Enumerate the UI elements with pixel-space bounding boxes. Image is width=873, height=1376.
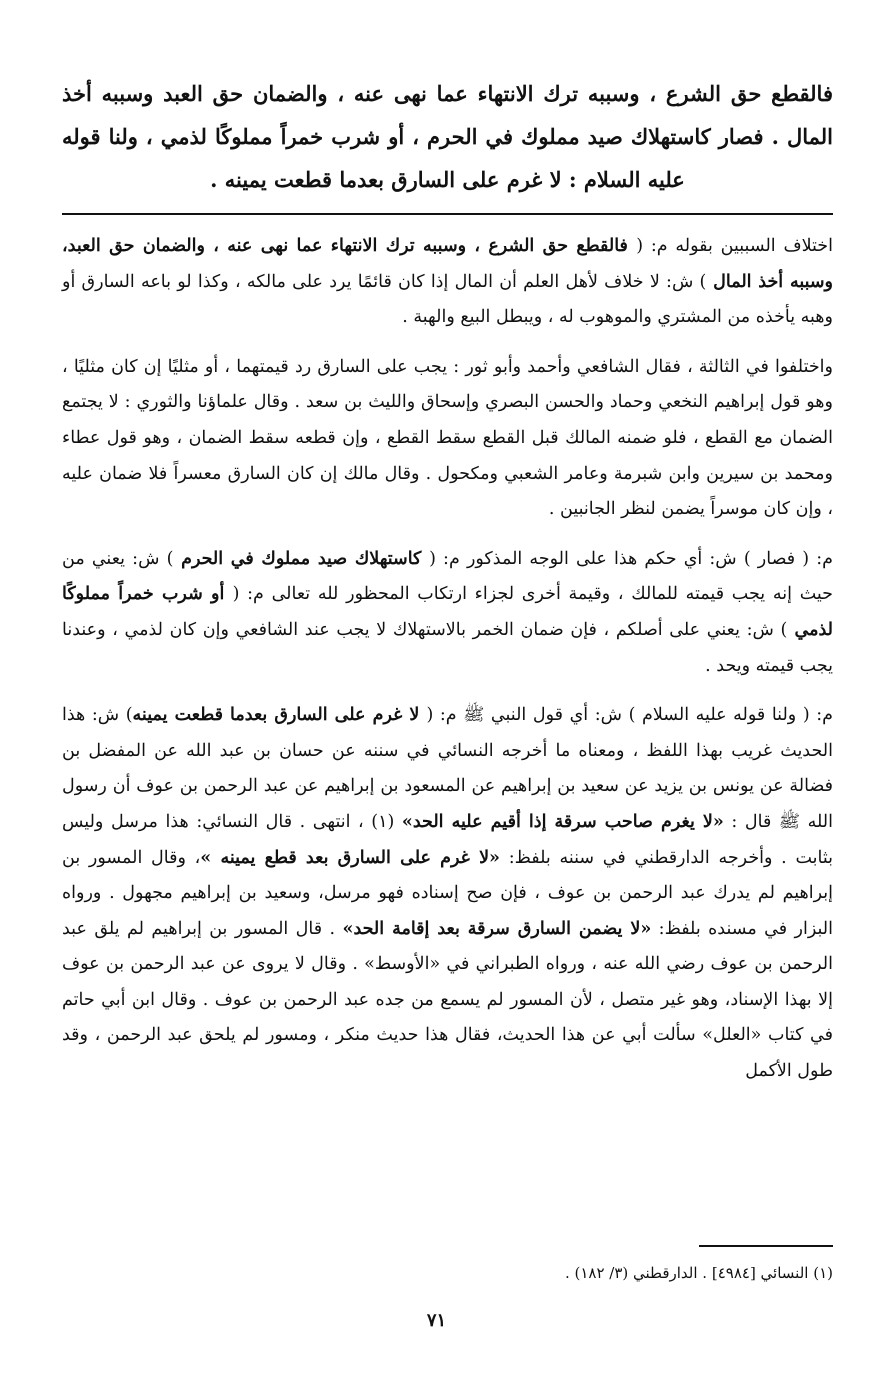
quoted-matn: فالقطع حق الشرع ، وسببه ترك الانتهاء عما نهى عنه ، والضمان حق العبد، وسببه أخذ المال xyxy=(62,236,833,292)
quoted-matn: كاستهلاك صيد مملوك في الحرم xyxy=(173,548,430,569)
page-number: ٧١ xyxy=(426,1310,447,1331)
commentary-block xyxy=(62,229,833,1090)
commentary-paragraph-4: م: ( ولنا قوله عليه السلام ) ش: أي قول النبي ﷺ م: ( لا غرم على السارق بعدما قطعت يمينه) ش: هذا الحديث غريب بهذا اللفظ ، ومعناه ما أخرجه النسائي في سننه عن حسان بن عبد الله عن المفضل بن فضالة عن يونس بن يزيد عن سعيد بن إبراهيم عن المسعود بن إبراهيم عن عبد الرحمن بن عوف أن رسول الله ﷺ قال : «لا يغرم صاحب سرقة إذا أقيم عليه الحد» (١) ، انتهى . قال النسائي: هذا مرسل وليس بثابت . وأخرجه الدارقطني في سننه بلفظ: «لا غرم على السارق بعد قطع يمينه »، وقال المسور بن إبراهيم لم يدرك عبد الرحمن بن عوف ، فإن صح إسناده فهو مرسل، وسعيد بن إبراهيم مجهول . ورواه البزار في مسنده بلفظ: «لا يضمن السارق سرقة بعد إقامة الحد» . قال المسور بن إبراهيم لم يلق عبد الرحمن بن عوف رضي الله عنه ، ورواه الطبراني في «الأوسط» . وقال لا يروى عن عبد الرحمن بن عوف إلا بهذا الإسناد، وهو غير متصل ، لأن المسور لم يسمع من جده عبد الرحمن بن عوف . وقال ابن أبي حاتم في كتاب «العلل» سألت أبي عن هذا الحديث، فقال هذا حديث منكر ، ومسور لم يلحق عبد الرحمن ، وقد طول الأكمل xyxy=(62,705,833,1082)
quoted-matn: لا غرم على السارق بعدما قطعت يمينه xyxy=(132,705,427,726)
commentary-paragraph-1: اختلاف السببين بقوله م: ( فالقطع حق الشرع ، وسببه ترك الانتهاء عما نهى عنه ، والضمان حق العبد، وسببه أخذ المال ) ش: لا خلاف لأهل العلم أن المال إذا كان قائمًا يرد على مالكه ، وكذا لو باعه السارق أو وهبه يأخذه من المشتري والموهوب له ، ويبطل البيع والهبة . xyxy=(62,236,833,328)
matn-text-block xyxy=(62,72,833,201)
hadith-quote: «لا غرم على السارق بعد قطع يمينه » xyxy=(200,847,500,868)
commentary-paragraph-3: م: ( فصار ) ش: أي حكم هذا على الوجه المذكور م: ( كاستهلاك صيد مملوك في الحرم ) ش: يعني من حيث إنه يجب قيمته للمالك ، وقيمة أخرى لجزاء ارتكاب المحظور لله تعالى م: ( أو شرب خمراً مملوكًا لذمي ) ش: يعني على أصلكم ، فإن ضمان الخمر بالاستهلاك لا يجب عند الشافعي وإن كان لذمي ، وعندنا يجب قيمته ويحد . xyxy=(62,548,833,676)
commentary-paragraph-2: واختلفوا في الثالثة ، فقال الشافعي وأحمد وأبو ثور : يجب على السارق رد قيمتهما ، أو مثليًا إن كان مثليًا ، وهو قول إبراهيم النخعي وحماد والحسن البصري وإسحاق والليث بن سعد . وقال علماؤنا والثوري : لا يجتمع الضمان مع القطع ، فلو ضمنه المالك قبل القطع سقط القطع ، وإن قطعه سقط الضمان ، وهو قول عطاء ومحمد بن سيرين وابن شبرمة وعامر الشعبي ومكحول . وقال مالك إن كان السارق معسراً فلا ضمان عليه ، وإن كان موسراً يضمن لنظر الجانبين . xyxy=(62,356,833,520)
matn-separator-rule xyxy=(62,213,833,215)
matn-paragraph: فالقطع حق الشرع ، وسببه ترك الانتهاء عما نهى عنه ، والضمان حق العبد وسببه أخذ المال . فصار كاستهلاك صيد مملوك في الحرم ، أو شرب خمراً مملوكًا لذمي ، ولنا قوله عليه السلام : لا غرم على السارق بعدما قطعت يمينه . xyxy=(62,81,833,192)
hadith-quote: «لا يغرم صاحب سرقة إذا أقيم عليه الحد» xyxy=(401,811,724,832)
footnote-separator-rule xyxy=(699,1245,833,1247)
hadith-quote: «لا يضمن السارق سرقة بعد إقامة الحد» xyxy=(342,918,652,939)
footnote: (١) النسائي [٤٩٨٤] . الدارقطني (٣/ ١٨٢) . xyxy=(564,1264,833,1282)
quoted-matn: أو شرب خمراً مملوكًا لذمي xyxy=(62,584,833,640)
